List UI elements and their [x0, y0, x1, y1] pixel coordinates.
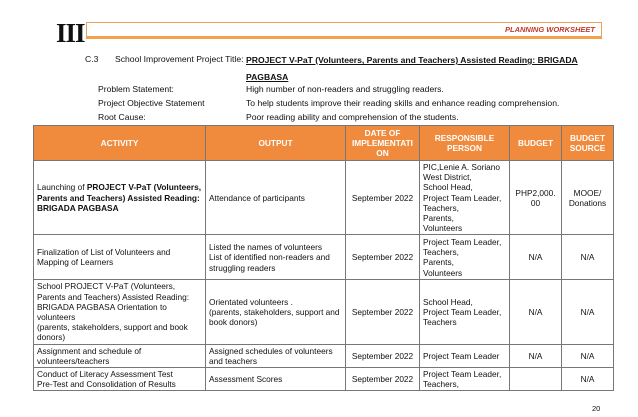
- header-divider: [86, 36, 602, 39]
- output-cell: Listed the names of volunteers List of identified non-readers and struggling readers: [206, 235, 346, 280]
- budget-cell: [510, 368, 562, 391]
- table-row: [34, 368, 614, 391]
- person-cell: Project Team Leader, Teachers, Parents, Volunteers: [420, 235, 510, 280]
- planning-table: [33, 125, 614, 391]
- date-cell: September 2022: [346, 161, 420, 235]
- source-cell: N/A: [562, 344, 614, 367]
- table-header-row: [34, 126, 614, 161]
- root-cause-value: Poor reading ability and comprehension of the students.: [246, 112, 459, 122]
- table-row: [34, 280, 614, 344]
- source-cell: N/A: [562, 368, 614, 391]
- output-cell: Attendance of participants: [206, 161, 346, 235]
- table-row: [34, 161, 614, 235]
- page-number: 20: [592, 404, 601, 413]
- output-cell: Orientated volunteers . (parents, stakeholders, support and book donors): [206, 280, 346, 344]
- col-output-header: OUTPUT: [206, 126, 346, 161]
- budget-cell: PHP2,000. 00: [510, 161, 562, 235]
- date-cell: September 2022: [346, 235, 420, 280]
- col-budget-header: BUDGET: [510, 126, 562, 161]
- budget-cell: N/A: [510, 344, 562, 367]
- date-cell: September 2022: [346, 280, 420, 344]
- activity-cell: Finalization of List of Volunteers and Mapping of Learners: [34, 235, 206, 280]
- budget-cell: N/A: [510, 235, 562, 280]
- col-person-header: RESPONSIBLE PERSON: [420, 126, 510, 161]
- person-cell: PIC,Lenie A. Soriano West District, School Head, Project Team Leader, Teachers, Parents, Volunteers: [420, 161, 510, 235]
- col-activity-header: ACTIVITY: [34, 126, 206, 161]
- person-cell: School Head, Project Team Leader, Teachers: [420, 280, 510, 344]
- worksheet-label: PLANNING WORKSHEET: [505, 25, 595, 34]
- person-cell: Project Team Leader, Teachers,: [420, 368, 510, 391]
- col-source-header: BUDGET SOURCE: [562, 126, 614, 161]
- section-roman-numeral: III: [56, 18, 85, 48]
- activity-cell: School PROJECT V-PaT (Volunteers, Parents and Teachers) Assisted Reading: BRIGADA PAGBASA Orientation to volunteers (parents, stakeholders, support and book donors): [34, 280, 206, 344]
- objective-label: Project Objective Statement: [98, 98, 205, 108]
- problem-label: Problem Statement:: [98, 84, 174, 94]
- section-code: C.3: [85, 54, 99, 64]
- table-row: [34, 235, 614, 280]
- activity-cell: Launching of PROJECT V-PaT (Volunteers, Parents and Teachers) Assisted Reading: BRIGADA PAGBASA: [34, 161, 206, 235]
- col-date-header: DATE OF IMPLEMENTATI ON: [346, 126, 420, 161]
- project-title-line1: PROJECT V-PaT (Volunteers, Parents and Teachers) Assisted Reading: BRIGADA: [246, 55, 578, 65]
- date-cell: September 2022: [346, 368, 420, 391]
- header-bar: [86, 22, 602, 37]
- person-cell: Project Team Leader: [420, 344, 510, 367]
- title-label: School Improvement Project Title:: [115, 54, 244, 64]
- objective-value: To help students improve their reading skills and enhance reading comprehension.: [246, 98, 560, 108]
- output-cell: Assigned schedules of volunteers and teachers: [206, 344, 346, 367]
- source-cell: N/A: [562, 280, 614, 344]
- date-cell: September 2022: [346, 344, 420, 367]
- activity-cell: Assignment and schedule of volunteers/teachers: [34, 344, 206, 367]
- budget-cell: N/A: [510, 280, 562, 344]
- source-cell: N/A: [562, 235, 614, 280]
- table-row: [34, 344, 614, 367]
- root-cause-label: Root Cause:: [98, 112, 146, 122]
- problem-value: High number of non-readers and struggling readers.: [246, 84, 444, 94]
- source-cell: MOOE/ Donations: [562, 161, 614, 235]
- activity-cell: Conduct of Literacy Assessment Test Pre-Test and Consolidation of Results: [34, 368, 206, 391]
- output-cell: Assessment Scores: [206, 368, 346, 391]
- project-title-line2: PAGBASA: [246, 72, 289, 82]
